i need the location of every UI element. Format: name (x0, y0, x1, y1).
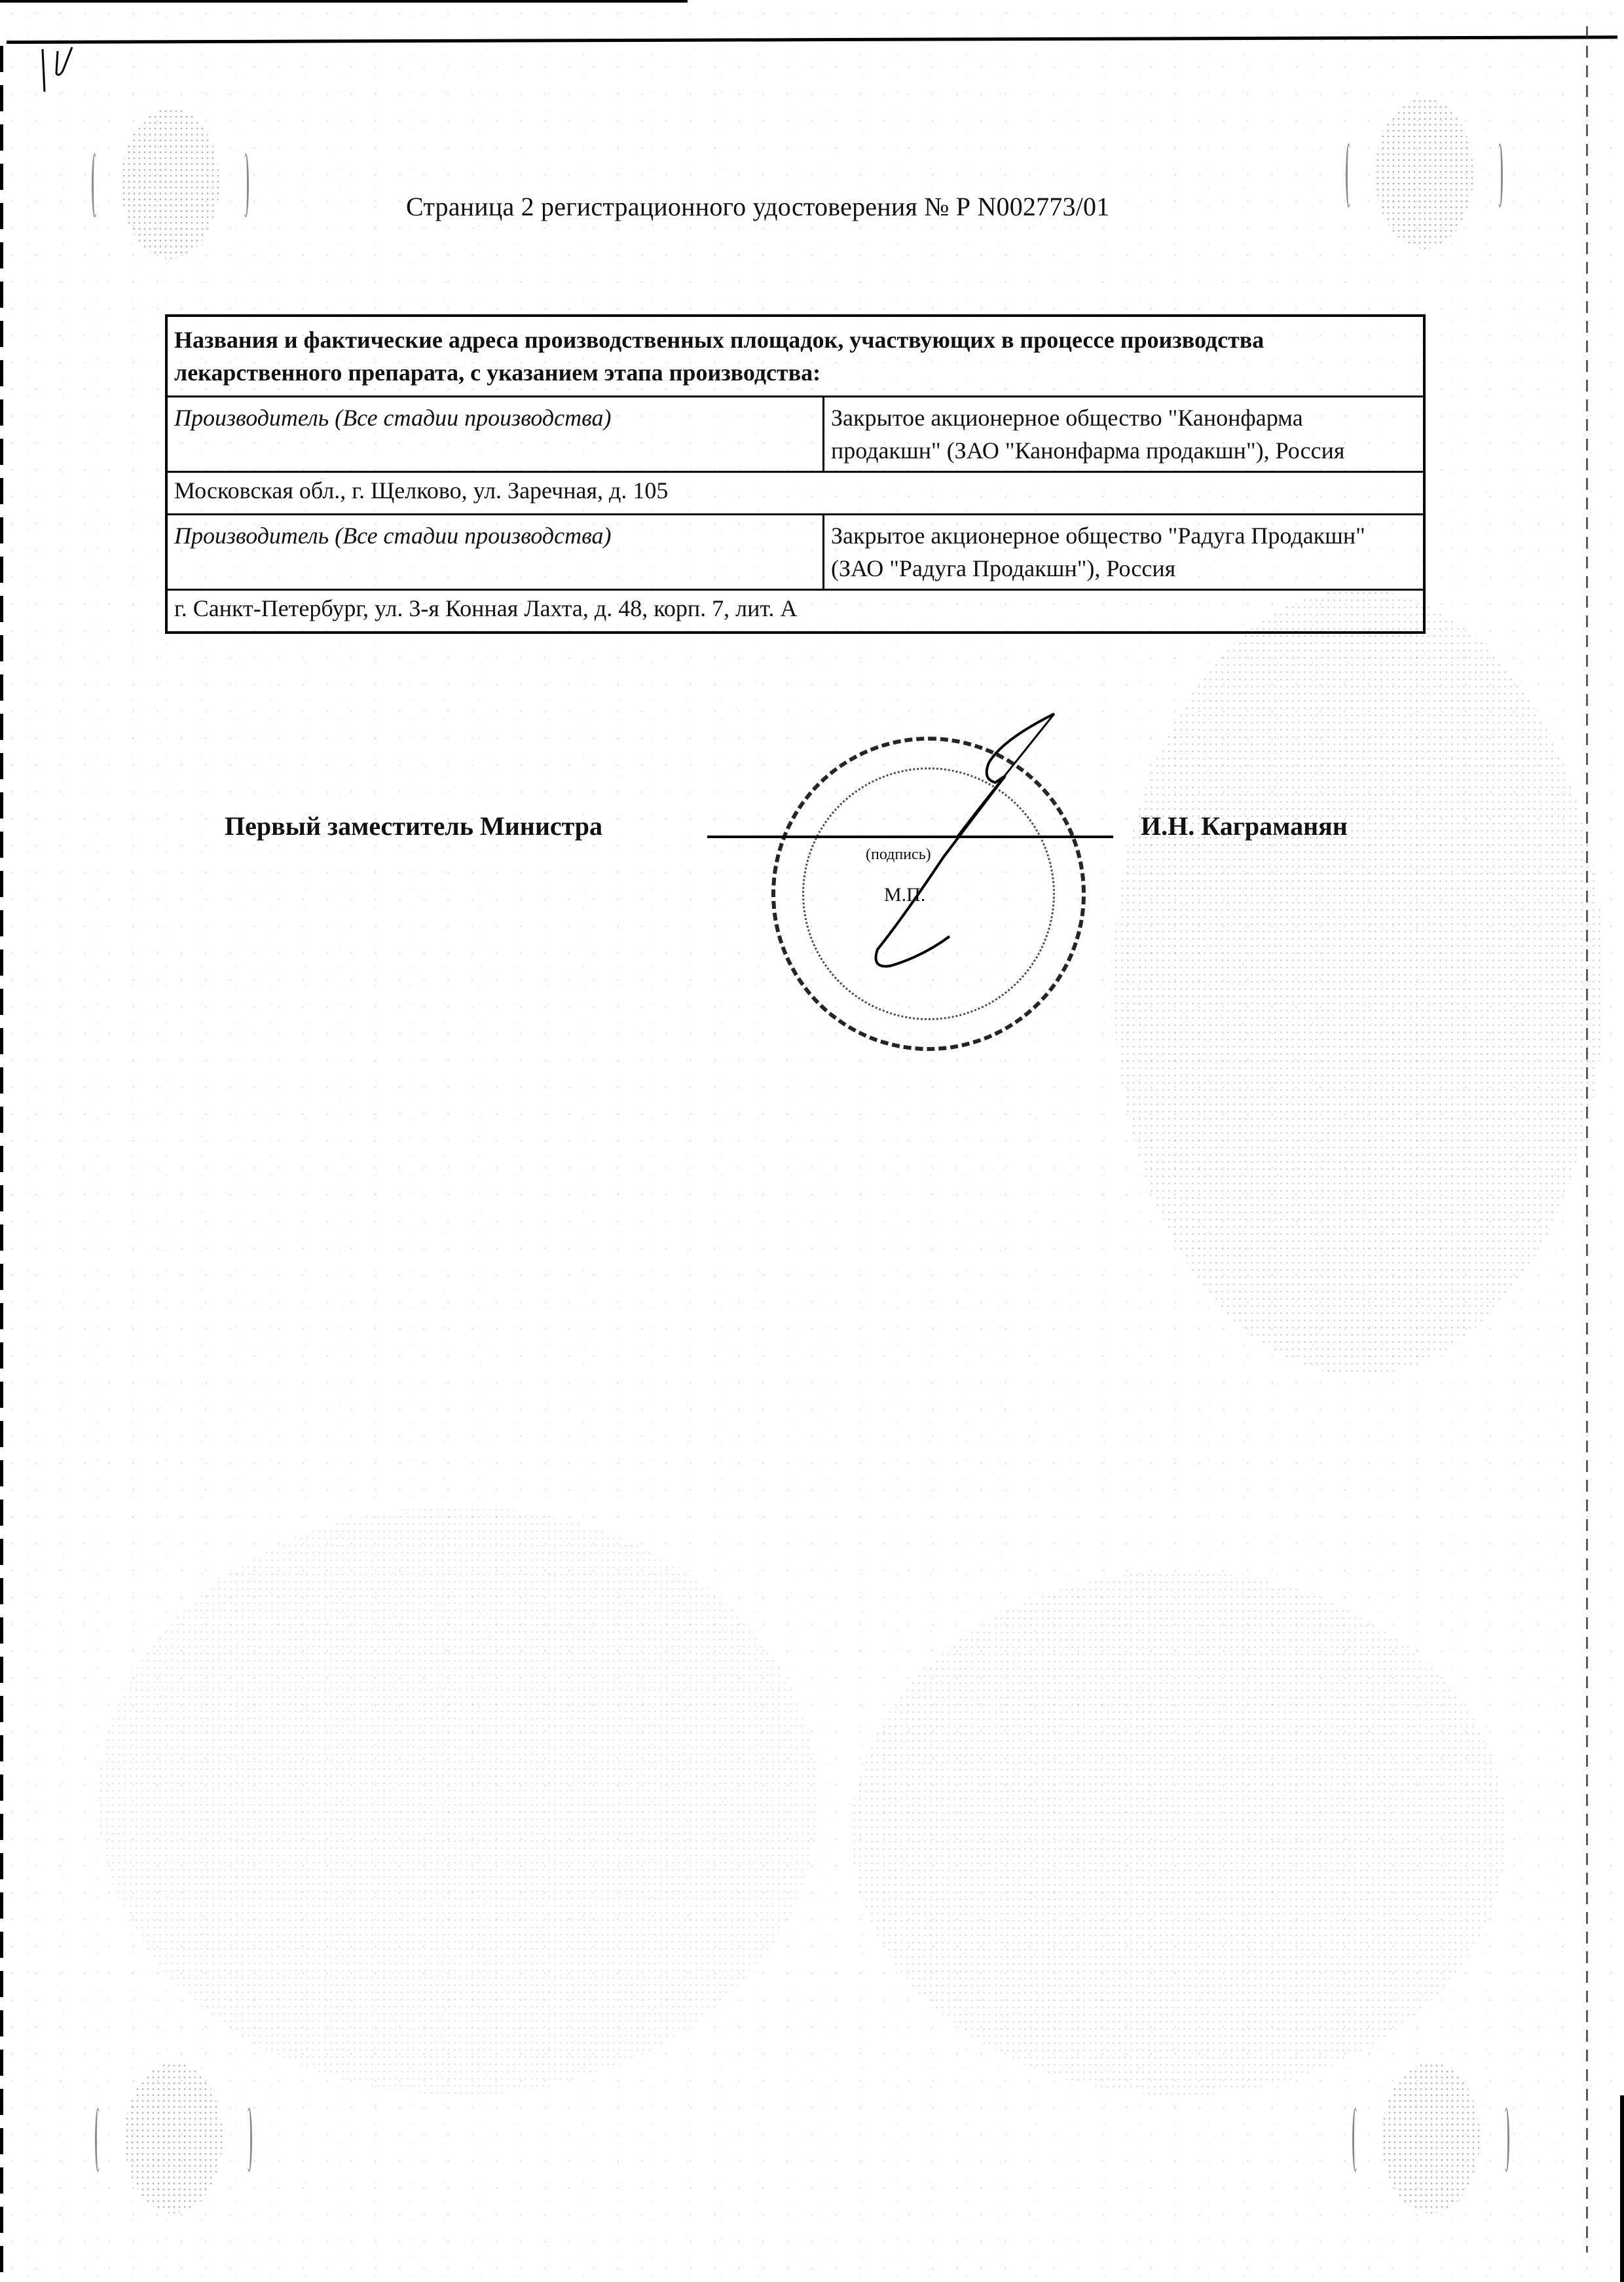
manufacturer-role: Производитель (Все стадии производства) (166, 397, 824, 472)
scan-edge-right-dark (1620, 2095, 1624, 2282)
scan-noise-patch (98, 1506, 819, 2095)
manufacturer-role: Производитель (Все стадии производства) (166, 515, 824, 590)
scan-edge-right (1586, 26, 1588, 2253)
table-row (166, 472, 1424, 515)
scan-noise-patch (1113, 589, 1604, 1375)
page-border-top (7, 35, 1617, 44)
guilloche-ornament-top-right (1375, 98, 1473, 249)
guilloche-ornament-bottom-left (124, 2063, 223, 2213)
scan-edge-line (0, 0, 688, 3)
signature-caption: (подпись) (866, 846, 931, 863)
manufacturer-company: Закрытое акционерное общество "Канонфарма продакшн" (ЗАО "Канонфарма продакшн"), Россия (824, 397, 1425, 472)
guilloche-ornament-bottom-right (1382, 2063, 1480, 2213)
table-row (166, 590, 1424, 633)
signatory-name: И.Н. Каграманян (1141, 811, 1348, 841)
table-row (166, 397, 1424, 472)
table-header: Названия и фактические адреса производственных площадок, участвующих в процессе производства лекарственного препарата, с указанием этапа производства: (166, 316, 1424, 397)
page-header: Страница 2 регистрационного удостоверения № Р N002773/01 (406, 192, 1110, 221)
signatory-position: Первый заместитель Министра (225, 811, 603, 841)
manufacturer-company: Закрытое акционерное общество "Радуга Продакшн" (ЗАО "Радуга Продакшн"), Россия (824, 515, 1425, 590)
table-row (166, 515, 1424, 590)
manufacturer-address: Московская обл., г. Щелково, ул. Заречная, д. 105 (166, 472, 1424, 515)
seal-caption: М.П. (884, 884, 926, 906)
table-header-row (166, 316, 1424, 397)
scan-edge-left (0, 46, 3, 2272)
handwritten-signature (864, 701, 1061, 976)
manufacturer-address: г. Санкт-Петербург, ул. 3-я Конная Лахта, д. 48, корп. 7, лит. А (166, 590, 1424, 633)
scan-noise-patch (851, 1572, 1506, 2095)
guilloche-ornament-top-left (121, 108, 219, 259)
manufacturers-table (165, 314, 1426, 634)
handwritten-page-mark (39, 46, 79, 98)
